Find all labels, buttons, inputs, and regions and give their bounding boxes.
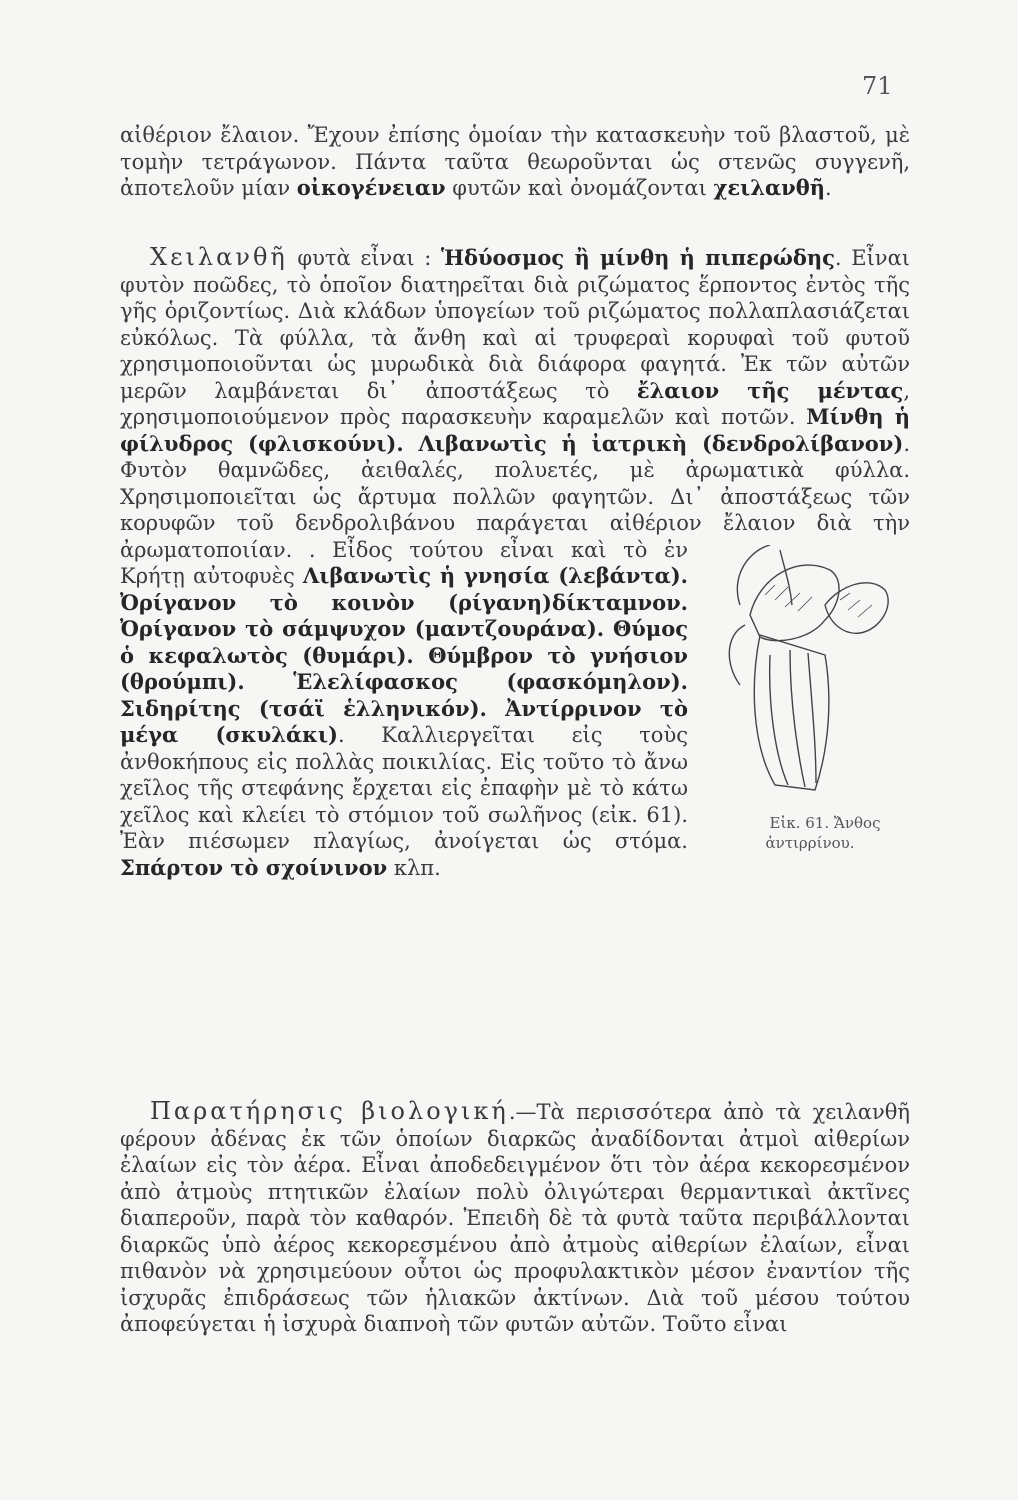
bold-term: Σπάρτον τὸ σχοίνινον — [120, 854, 388, 880]
section-heading: Παρατήρησις βιολογική — [150, 1097, 509, 1125]
hatching — [840, 593, 872, 617]
flower-petal-line — [770, 655, 788, 785]
text-run: , χρησιμοποιούμενον πρὸς παρασκευὴν καραμελῶν καὶ ποτῶν. — [120, 378, 910, 429]
caption-line: ἀντιρρίνου. — [765, 833, 855, 852]
bold-term: οἰκογένειαν — [296, 175, 446, 200]
bold-term: Μίνθη ἡ φίλυδρος (φλισκούνι). Λιβανωτὶς ἡ ἰατρικὴ (δενδρολίβανον) — [120, 404, 910, 456]
upper-lip — [750, 565, 839, 641]
figure-caption — [710, 813, 910, 853]
stem — [780, 550, 792, 605]
section-heading: Χειλανθῆ — [150, 243, 288, 271]
page-number: 71 — [862, 72, 893, 100]
bold-term: δίκταμνον. Ὀρίγανον τὸ σάμψυχον (μαντζουράνα). Θύμος ὁ κεφαλωτὸς (θυμάρι). Θύμβρον τὸ γνήσιον (θρούμπι). Ἑλελίφασκος (φασκόμηλον). Σιδηρίτης (τσάϊ ἑλληνικόν). Ἀντίρρινον τὸ μέγα (σκυλάκι) — [120, 589, 688, 747]
text-run: .—Τὰ περισσότερα ἀπὸ τὰ χειλανθῆ φέρουν ἀδένας ἐκ τῶν ὁποίων διαρκῶς ἀναδίδονται ἀτμοὶ αἰθερίων ἐλαίων εἰς τὸν ἀέρα. Εἶναι ἀποδεδειγμένον ὅτι τὸν ἀέρα κεκορεσμένον ἀπὸ ἀτμοὺς πτητικῶν ἐλαίων πολὺ ὀλιγώτεραι θερμαντικαὶ ἀκτῖνες διαπεροῦν, παρὰ τὸν καθαρόν. Ἐπειδὴ δὲ τὰ φυτὰ ταῦτα περιβάλλονται διαρκῶς ὑπὸ ἀέρος κεκορεσμένου ἀπὸ ἀτμοὺς αἰθερίων ἐλαίων, εἶναι πιθανὸν νὰ χρησιμεύουν οὗτοι ὡς προφυλακτικὸν μέσον ἐναντίον τῆς ἰσχυρᾶς ἐπιδράσεως τῶν ἡλιακῶν ἀκτίνων. Διὰ τοῦ μέσου τούτου ἀποφεύγεται ἡ ἰσχυρὰ διαπνοὴ τῶν φυτῶν αὐτῶν. Τοῦτο εἶναι — [120, 1100, 910, 1336]
text-run: . Καλλιεργεῖται εἰς τοὺς ἀνθοκήπους εἰς πολλὰς ποικιλίας. Εἰς τοῦτο τὸ ἄνω χεῖλος τῆς στεφάνης ἔρχεται εἰς ἐπαφὴν μὲ τὸ κάτω χεῖλος καὶ κλείει τὸ στόμιον τοῦ σωλῆνος (εἰκ. 61). Ἐὰν πιέσωμεν πλαγίως, ἀνοίγεται ὡς στόμα. — [120, 723, 688, 853]
sepal — [737, 545, 770, 605]
flower-petal-line — [808, 653, 816, 783]
bold-term: Λιβανωτὶς ἡ γνησία (λεβάντα). Ὀρίγανον τὸ κοινὸν (ρίγανη) — [120, 563, 688, 615]
sepal — [729, 625, 745, 685]
bold-term: Ἡδύοσμος ἢ μίνθη ἡ πιπερώδης — [440, 245, 835, 270]
text-run: κλπ. — [387, 855, 441, 880]
text-run: αἰθέριον ἔλαιον. Ἔχουν ἐπίσης ὁμοίαν τὴν κατασκευὴν τοῦ βλαστοῦ, μὲ τομὴν τετράγωνον. Πάντα ταῦτα θεωροῦνται ὡς στενῶς συγγενῆ, ἀποτελοῦν μίαν — [120, 123, 910, 200]
flower-petal-line — [790, 650, 805, 787]
hatching — [765, 585, 812, 611]
paragraph-intro — [120, 122, 910, 202]
figure-snapdragon — [710, 545, 910, 853]
text-run: . Εἶναι φυτὸν ποῶδες, τὸ ὁποῖον διατηρεῖται διὰ ριζώματος ἕρποντος ἐντὸς τῆς γῆς ὁριζοντίως. Διὰ κλάδων ὑπογείων τοῦ ριζώματος πολλαπλασιάζεται εὐκόλως. Τὰ φύλλα, τὰ ἄνθη καὶ αἱ τρυφεραὶ κορυφαὶ τοῦ φυτοῦ χρησιμοποιοῦνται ὡς μυρωδικὰ διὰ διάφορα φαγητά. Ἐκ τῶν αὐτῶν μερῶν λαμβάνεται δι᾽ ἀποστάξεως τὸ — [120, 246, 910, 403]
text-run: φυτῶν καὶ ὀνομάζονται — [445, 176, 714, 200]
snapdragon-flower-illustration — [720, 545, 900, 795]
bold-term: ἔλαιον τῆς μέντας — [636, 377, 904, 403]
text-run: φυτὰ εἶναι : — [287, 246, 441, 270]
text-run: . Φυτὸν θαμνῶδες, ἀειθαλές, πολυετές, μὲ ἀρωματικὰ φύλλα. Χρησιμοποιεῖται ὡς ἄρτυμα πολλῶν φαγητῶν. Δι᾽ ἀποστάξεως τῶν κορυφῶν τοῦ δενδρολιβάνου παράγεται αἰθέριον ἔλαιον διὰ τὴν ἀρωματοποιίαν. — [120, 431, 910, 562]
text-run: . — [825, 176, 832, 200]
bold-term: χειλανθῆ — [713, 175, 825, 200]
text-run: . Εἶδος τούτου εἶναι καὶ τὸ ἐν Κρήτῃ αὐτοφυὲς — [120, 537, 688, 588]
flower-tube — [754, 635, 829, 790]
paragraph-cheilanthi — [120, 244, 910, 881]
paragraph-biological-note — [120, 1098, 910, 1338]
caption-line: Εἰκ. 61. Ἄνθος — [769, 813, 881, 832]
